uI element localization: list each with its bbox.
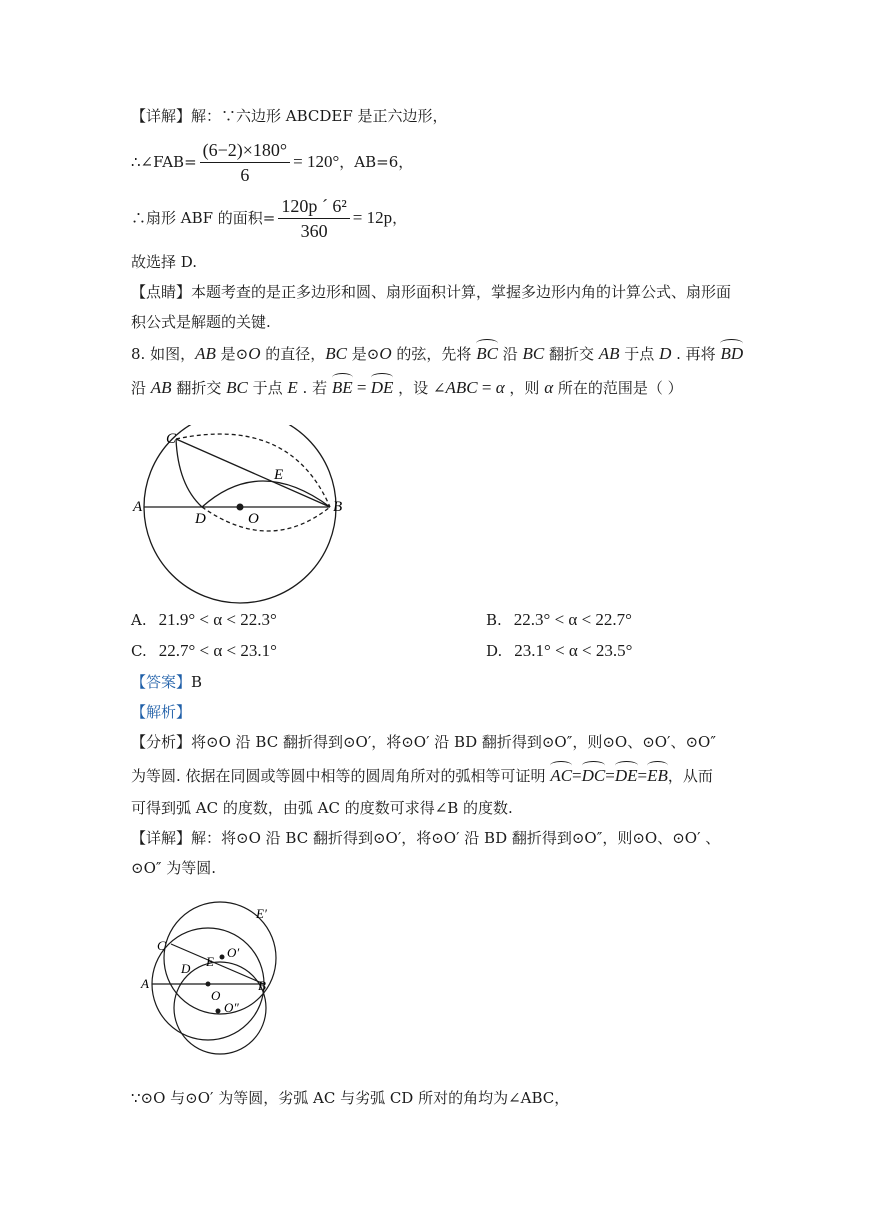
dashed-upper-arc (176, 434, 330, 507)
q8-text: 沿 (497, 345, 523, 363)
math-eq: = (605, 766, 615, 785)
center-o-prime (220, 955, 225, 960)
label-a: A (141, 976, 149, 991)
q8-text: 沿 (131, 379, 151, 397)
q8-text: . 若 (297, 379, 332, 397)
fab-prefix: ∴∠FAB= (131, 153, 197, 171)
q8-text: 翻折交 (544, 345, 599, 363)
fab-result: = 120° (293, 152, 340, 171)
fab-numerator: (6−2)×180° (200, 138, 291, 163)
option-d (486, 641, 632, 661)
label-e: E (206, 954, 214, 969)
q8-text: 所在的范围是（ ） (553, 379, 683, 397)
option-b-value: 22.3° < α < 22.7° (513, 610, 632, 629)
math-o: O (248, 344, 261, 363)
math-bc: BC (226, 378, 248, 397)
center-o (206, 982, 211, 987)
math-bc: BC (522, 344, 545, 363)
center-dot (237, 504, 244, 511)
analysis-line-3: 可得到弧 AC 的度数，由弧 AC 的度数可求得∠B 的度数. (131, 799, 513, 817)
label-e-prime: E′ (256, 906, 267, 921)
math-bc: BC (325, 344, 348, 363)
answer-value: B (191, 673, 203, 691)
fab-fraction (200, 138, 291, 187)
sector-fraction (278, 194, 349, 243)
label-b: B (258, 978, 266, 993)
analysis-label: 【分析】 (131, 733, 192, 751)
answer-label: 【答案】 (131, 673, 192, 691)
arc-eb: EB (647, 766, 668, 785)
label-o-double-prime: O″ (224, 1000, 239, 1015)
choose-line: 故选择 D. (131, 253, 198, 271)
arc-de: DE (370, 378, 394, 397)
detail2-label: 【详解】 (131, 829, 192, 847)
analysis-text-2b: ，从而 (667, 767, 713, 785)
sector-prefix: ∴扇形 ABF 的面积= (131, 209, 276, 227)
label-b: B (333, 499, 343, 515)
arc-bd: BD (720, 344, 744, 363)
q8-text: 于点 (619, 345, 660, 363)
option-b (486, 610, 632, 630)
answer-line (131, 672, 202, 692)
q8-text: 的弦，先将 (391, 345, 477, 363)
label-d: D (195, 511, 206, 527)
fold-arc-db (202, 481, 330, 507)
arc-be: BE (331, 378, 353, 397)
q8-text: 的直径， (260, 345, 326, 363)
q8-text: ，则 (504, 379, 545, 397)
fab-suffix: ，AB=6， (339, 153, 414, 171)
option-d-value: 23.1° < α < 23.5° (514, 641, 633, 660)
option-c (131, 641, 277, 661)
option-b-label: B. (486, 611, 502, 629)
option-a (131, 610, 277, 630)
math-abc: ABC (445, 378, 478, 397)
math-o: O (379, 344, 392, 363)
figure-three-circles (138, 900, 288, 1065)
label-d: D (181, 961, 191, 976)
last-line: ∵⊙O 与⊙O′ 为等圆，劣弧 AC 与劣弧 CD 所对的角均为∠ABC， (131, 1089, 570, 1107)
option-a-value: 21.9° < α < 22.3° (158, 610, 277, 629)
math-alpha: α (495, 378, 505, 397)
math-alpha: α (544, 378, 554, 397)
arc-bc: BC (476, 344, 498, 363)
detail-text: 解：∵六边形 ABCDEF 是正六边形， (191, 107, 448, 125)
sector-formula (131, 194, 407, 242)
q8-text: ，设 ∠ (393, 379, 446, 397)
math-ab: AB (598, 344, 620, 363)
label-c: C (166, 431, 177, 447)
q8-line-2 (131, 378, 683, 398)
detail-line-1 (131, 106, 448, 126)
comment-line-1 (131, 282, 731, 302)
arc-dc: DC (581, 766, 606, 785)
comment-text-1: 本题考查的是正多边形和圆、扇形面积计算，掌握多边形内角的计算公式、扇形面 (191, 283, 732, 301)
math-ab: AB (150, 378, 172, 397)
label-o-prime: O′ (227, 945, 240, 960)
option-a-label: A. (131, 611, 147, 629)
math-e: E (287, 378, 298, 397)
sector-result: = 12p (352, 208, 393, 227)
fab-denominator: 6 (240, 164, 250, 185)
q8-text: 是⊙ (347, 345, 380, 363)
figure-folded-circle (130, 425, 360, 605)
math-ab: AB (195, 344, 216, 363)
label-a: A (133, 499, 143, 515)
analysis-heading: 【解析】 (131, 703, 192, 721)
option-d-label: D. (486, 642, 503, 660)
detail2-text-1: 解：将⊙O 沿 BC 翻折得到⊙O′，将⊙O′ 沿 BD 翻折得到⊙O″，则⊙O、⊙O′ 、 (191, 829, 721, 847)
comment-label: 【点睛】 (131, 283, 192, 301)
label-o: O (248, 511, 259, 527)
q8-text: 是⊙ (215, 345, 249, 363)
analysis-text-2: 为等圆. 依据在同圆或等圆中相等的圆周角所对的弧相等可证明 (131, 767, 551, 785)
detail2-line-1 (131, 828, 720, 848)
dashed-lower-arc (202, 507, 330, 531)
q8-text: 于点 (247, 379, 288, 397)
math-eq: = (477, 378, 496, 397)
option-c-value: 22.7° < α < 23.1° (158, 641, 277, 660)
analysis-text-1: 将⊙O 沿 BC 翻折得到⊙O′，将⊙O′ 沿 BD 翻折得到⊙O″，则⊙O、⊙O′、⊙O″ (191, 733, 716, 751)
option-c-label: C. (131, 642, 147, 660)
sector-numerator: 120p ´ 6² (278, 194, 349, 219)
chord-bc (176, 439, 330, 507)
label-o: O (211, 988, 221, 1003)
comment-line-2: 积公式是解题的关键. (131, 313, 271, 331)
analysis-line-1 (131, 732, 716, 752)
label-e: E (274, 467, 284, 483)
q8-text: 翻折交 (171, 379, 227, 397)
math-d: D (659, 344, 672, 363)
q8-text: 8. 如图， (131, 345, 196, 363)
arc-de: DE (614, 766, 638, 785)
math-eq: = (637, 766, 648, 785)
q8-text: . 再将 (671, 345, 721, 363)
arc-ac: AC (550, 766, 573, 785)
detail-label: 【详解】 (131, 107, 192, 125)
q8-line-1 (131, 344, 743, 364)
center-o-double-prime (216, 1009, 221, 1014)
math-eq: = (352, 378, 371, 397)
label-c: C (157, 938, 166, 953)
math-eq: = (572, 766, 582, 785)
fab-formula (131, 138, 413, 186)
sector-suffix: ， (392, 209, 408, 227)
sector-denominator: 360 (300, 220, 328, 241)
analysis-line-2 (131, 766, 713, 786)
circle-o (144, 425, 336, 603)
detail2-line-2: ⊙O″ 为等圆. (131, 859, 217, 877)
